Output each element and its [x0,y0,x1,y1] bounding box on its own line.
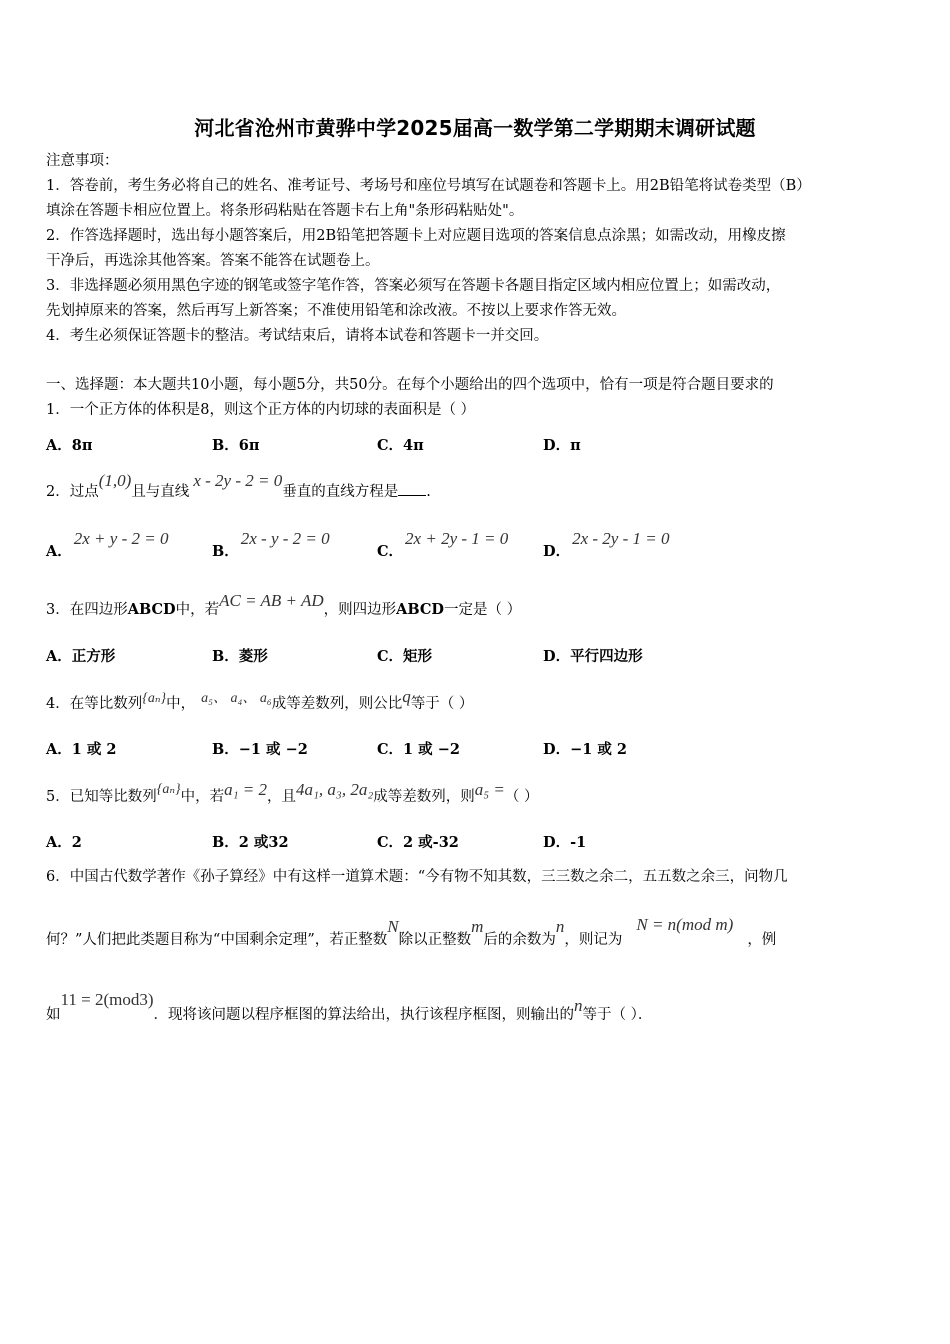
question-5-text [46,780,539,808]
q5-first-term-math: a₁ = 2 [224,780,267,799]
q2-text-part-2: 且与直线 [131,484,190,500]
q6-mod-notation-math: N = n(mod m) [636,915,734,934]
q4-terms-math: a₅、 a₄、 a₆ [201,691,272,706]
notice-item-2-line-1: 2．作答选择题时，选出每小题答案后，用2B铅笔把答题卡上对应题目选项的答案信息点涂黑；如需改动，用橡皮擦 [46,228,786,244]
question-3-text [46,591,522,620]
q2-option-a-label: A． [46,543,72,560]
q6-text-part-2: 除以正整数 [398,932,472,948]
q2-option-a [46,529,169,562]
q2-option-c [377,529,509,562]
q4-option-a: A．1 或 2 [46,741,117,758]
q5-option-a: A．2 [46,834,82,851]
q6-example-math: 11 = 2(mod3) [60,990,154,1009]
section-heading: 一、选择题：本大题共10小题，每小题5分，共50分。在每个小题给出的四个选项中，恰有一项是符合题目要求的 [46,377,774,393]
q6-text-part-6: 如 [46,1007,61,1023]
q6-text-part-3: 后的余数为 [483,932,556,948]
q5-sequence-math: {aₙ} [156,782,181,797]
q6-text-part-1: 何？”人们把此类题目称为“中国剩余定理”，若正整数 [46,932,388,948]
question-4-text [46,687,474,715]
q3-quad-name-1: ABCD [127,601,176,618]
q6-text-part-5: ，例 [747,932,777,948]
q2-option-b [212,529,330,562]
q2-option-a-math: 2x + y - 2 = 0 [73,529,169,548]
notice-item-1-line-1: 1．答卷前，考生务必将自己的姓名、准考证号、考场号和座位号填写在试题卷和答题卡上。用2B铅笔将试卷类型（B） [46,178,811,194]
q2-option-b-math: 2x - y - 2 = 0 [240,529,330,548]
q6-n-math: n [555,917,565,936]
q3-text-part-2: 中，若 [175,602,220,618]
q2-point-math: (1,0) [98,471,132,490]
q1-option-a: A．8π [46,437,93,454]
q4-option-d: D．−1 或 2 [543,741,627,758]
q4-text-part-1: 4．在等比数列 [46,696,143,712]
q1-option-d: D．π [543,437,581,454]
q3-text-part-3: ，则四边形 [323,602,397,618]
q5-text-part-1: 5．已知等比数列 [46,789,157,805]
q5-text-part-4: 成等差数列，则 [373,789,475,805]
q1-option-c: C．4π [377,437,424,454]
q5-option-b: B．2 或32 [212,834,289,851]
notice-item-4: 4．考生必须保证答题卡的整洁。考试结束后，请将本试卷和答题卡一并交回。 [46,328,549,344]
q2-option-d [543,529,670,562]
q2-option-b-label: B． [212,543,239,560]
q3-option-d: D．平行四边形 [543,648,643,665]
question-1-text: 1．一个正方体的体积是8，则这个正方体的内切球的表面积是（ ） [46,402,476,418]
question-6-line-1: 6．中国古代数学著作《孙子算经》中有这样一道算术题：“今有物不知其数，三三数之余二，五五数之余三，问物几 [46,869,788,885]
question-2-text [46,471,431,502]
q5-text-part-5: （ ） [504,789,539,805]
q6-text-part-8: 等于（ ）． [582,1007,653,1023]
q6-n-output-math: n [574,996,583,1015]
q4-ratio-math: q [402,687,411,706]
q2-text-part-3: 垂直的直线方程是 [282,484,399,500]
q6-text-part-4: ，则记为 [564,932,623,948]
q5-text-part-2: 中，若 [180,789,225,805]
q2-text-part-4: . [426,484,431,500]
q4-sequence-math: {aₙ} [142,691,167,706]
q6-N-math: N [387,917,399,936]
q4-option-c: C．1 或 −2 [377,741,460,758]
q3-option-b: B．菱形 [212,648,268,665]
q5-terms-math: 4a₁, a₃, 2a₂ [296,780,374,799]
q2-text-part-1: 2．过点 [46,484,99,500]
exam-title: 河北省沧州市黄骅中学2025届高一数学第二学期期末调研试题 [194,116,756,140]
q4-text-part-4: 等于（ ） [410,696,474,712]
q3-vector-equation-math: AC = AB + AD [219,591,324,610]
q2-answer-blank [398,481,426,496]
q4-option-b: B．−1 或 −2 [212,741,308,758]
notice-heading: 注意事项： [46,153,119,169]
q3-quad-name-2: ABCD [396,601,444,618]
notice-item-3-line-1: 3．非选择题必须用黑色字迹的钢笔或签字笔作答，答案必须写在答题卡各题目指定区域内相应位置上；如需改动， [46,278,781,294]
q4-text-part-2: 中， [166,696,196,712]
notice-item-2-line-2: 干净后，再选涂其他答案。答案不能答在试题卷上。 [46,253,380,269]
q3-text-part-1: 3．在四边形 [46,602,128,618]
q2-option-d-label: D． [543,543,571,560]
q6-m-math: m [471,917,484,936]
q3-option-c: C．矩形 [377,648,433,665]
q3-text-part-4: 一定是（ ） [444,602,522,618]
question-6-line-2 [46,915,777,950]
q3-option-a: A．正方形 [46,648,116,665]
q1-option-b: B．6π [212,437,260,454]
question-6-line-3 [46,990,653,1025]
q2-option-c-math: 2x + 2y - 1 = 0 [405,529,509,548]
q5-option-c: C．2 或-32 [377,834,459,851]
q6-text-part-7: ．现将该问题以程序框图的算法给出，执行该程序框图，则输出的 [153,1007,575,1023]
notice-item-3-line-2: 先划掉原来的答案，然后再写上新答案；不准使用铅笔和涂改液。不按以上要求作答无效。 [46,303,626,319]
q5-text-part-3: ，且 [267,789,296,805]
q2-line-equation-math: x - 2y - 2 = 0 [193,471,283,490]
q2-option-d-math: 2x - 2y - 1 = 0 [572,529,670,548]
q5-option-d: D．-1 [543,834,587,851]
q5-target-math: a₅ = [474,780,505,799]
q2-option-c-label: C． [377,543,404,560]
notice-item-1-line-2: 填涂在答题卡相应位置上。将条形码粘贴在答题卡右上角"条形码粘贴处"。 [46,203,524,219]
q4-text-part-3: 成等差数列，则公比 [271,696,403,712]
